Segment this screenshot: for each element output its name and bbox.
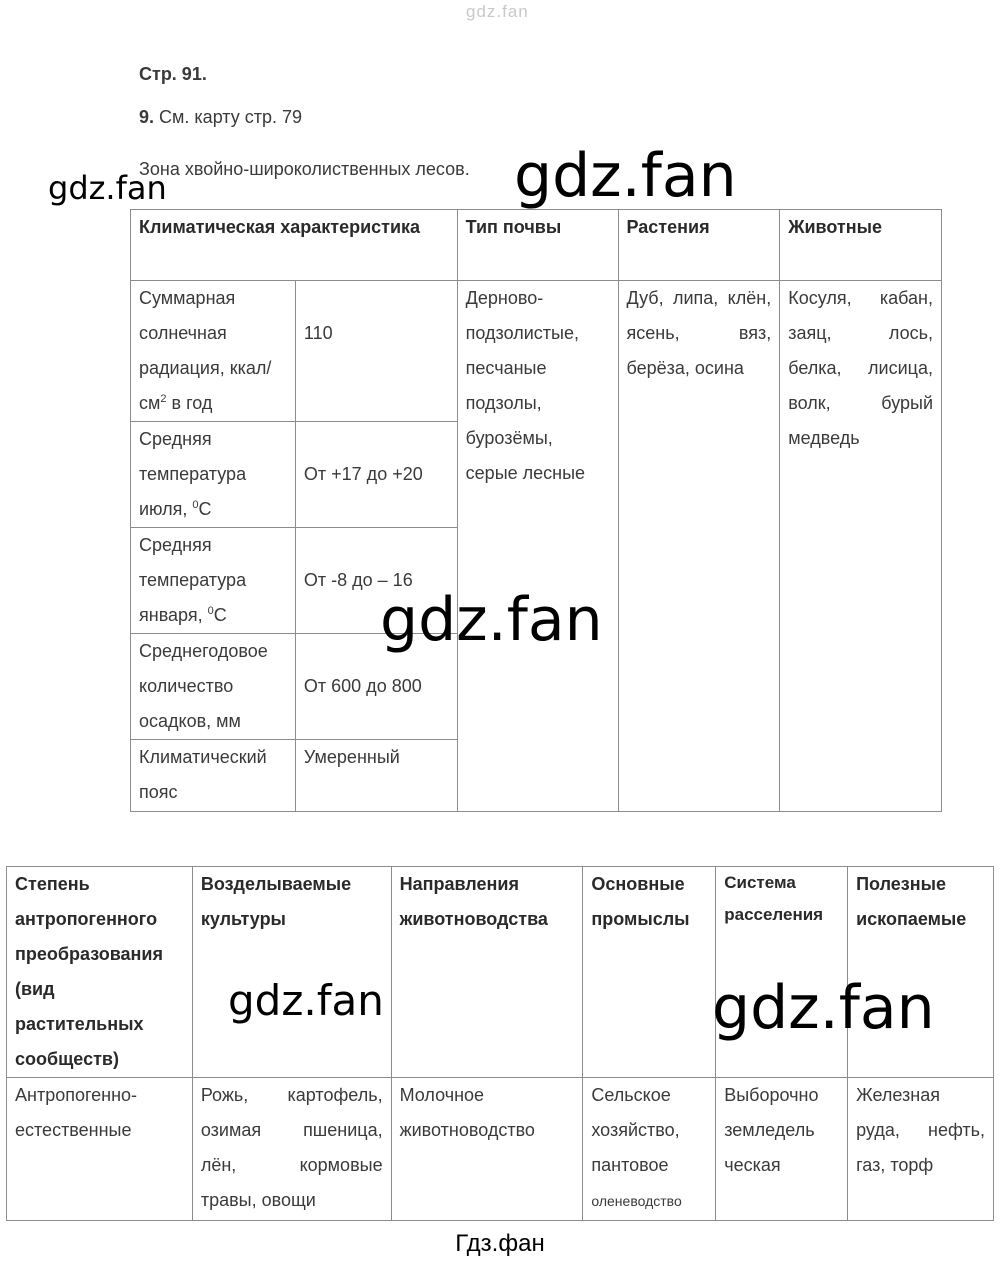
plants-cell: Дуб, липа, клён, ясень, вяз, берёза, осина (618, 281, 780, 812)
cell-crafts: Сельское хозяйство, пантовое оленеводство (583, 1078, 716, 1221)
climate-value-belt: Умеренный (295, 740, 457, 812)
page-reference: Стр. 91. (139, 64, 207, 84)
climate-label-radiation: Суммарная солнечная радиация, ккал/$см^2$ в год (131, 281, 296, 422)
footer-caption: Гдз.фан (455, 1230, 545, 1257)
cell-crafts-small: оленеводство (591, 1193, 682, 1209)
watermark-left: gdz.fan (48, 169, 167, 207)
climate-value-january: От -8 до – 16 (295, 528, 457, 634)
climate-label-july: Средняя температура июля, $^0$С (131, 422, 296, 528)
watermark-top-large: gdz.fan (514, 141, 737, 211)
cell-minerals: Железная руда, нефть, газ, торф (848, 1078, 994, 1221)
header-soil: Тип почвы (457, 210, 618, 281)
climate-label-belt: Климатический пояс (131, 740, 296, 812)
cell-livestock: Молочное животноводство (391, 1078, 583, 1221)
task-text: См. карту стр. 79 (159, 107, 303, 127)
climate-value-july: От +17 до +20 (295, 422, 457, 528)
cell-degree: Антропогенно-естественные (7, 1078, 193, 1221)
climate-value-precipitation: От 600 до 800 (295, 634, 457, 740)
header-livestock: Направления животноводства (391, 867, 583, 1078)
header-minerals: Полезные ископаемые (848, 867, 994, 1078)
top-watermark: gdz.fan (466, 2, 529, 21)
climate-value-radiation: 110 (295, 281, 457, 422)
zone-title: Зона хвойно-широколиственных лесов. (139, 159, 470, 179)
header-settlement: Система расселения (716, 867, 848, 1078)
header-animals: Животные (780, 210, 942, 281)
watermark-center: gdz.fan (380, 585, 603, 655)
header-crops: Возделываемые культуры (192, 867, 391, 1078)
cell-crops: Рожь, картофель, озимая пшеница, лён, кормовые травы, овощи (192, 1078, 391, 1221)
watermark-lower-left: gdz.fan (228, 976, 384, 1025)
climate-label-january: Средняя температура января, $^0$С (131, 528, 296, 634)
header-crafts: Основные промыслы (583, 867, 716, 1078)
task-number: 9. (139, 107, 155, 127)
header-anthropogenic-degree: Степень антропогенного преобразования (вид растительных сообществ) (7, 867, 193, 1078)
zone-characteristics-table (130, 209, 942, 812)
header-climate: Климатическая характеристика (131, 210, 458, 281)
header-plants: Растения (618, 210, 780, 281)
animals-cell: Косуля, кабан, заяц, лось, белка, лисица, волк, бурый медведь (780, 281, 942, 812)
cell-settlement: Выборочно земледель ческая (716, 1078, 848, 1221)
economy-table (6, 866, 994, 1221)
task-line (139, 107, 302, 128)
watermark-lower-right: gdz.fan (712, 973, 935, 1043)
climate-label-precipitation: Среднегодовое количество осадков, мм (131, 634, 296, 740)
soil-cell: Дерново-подзолистые, песчаные подзолы, бурозёмы, серые лесные (457, 281, 618, 812)
